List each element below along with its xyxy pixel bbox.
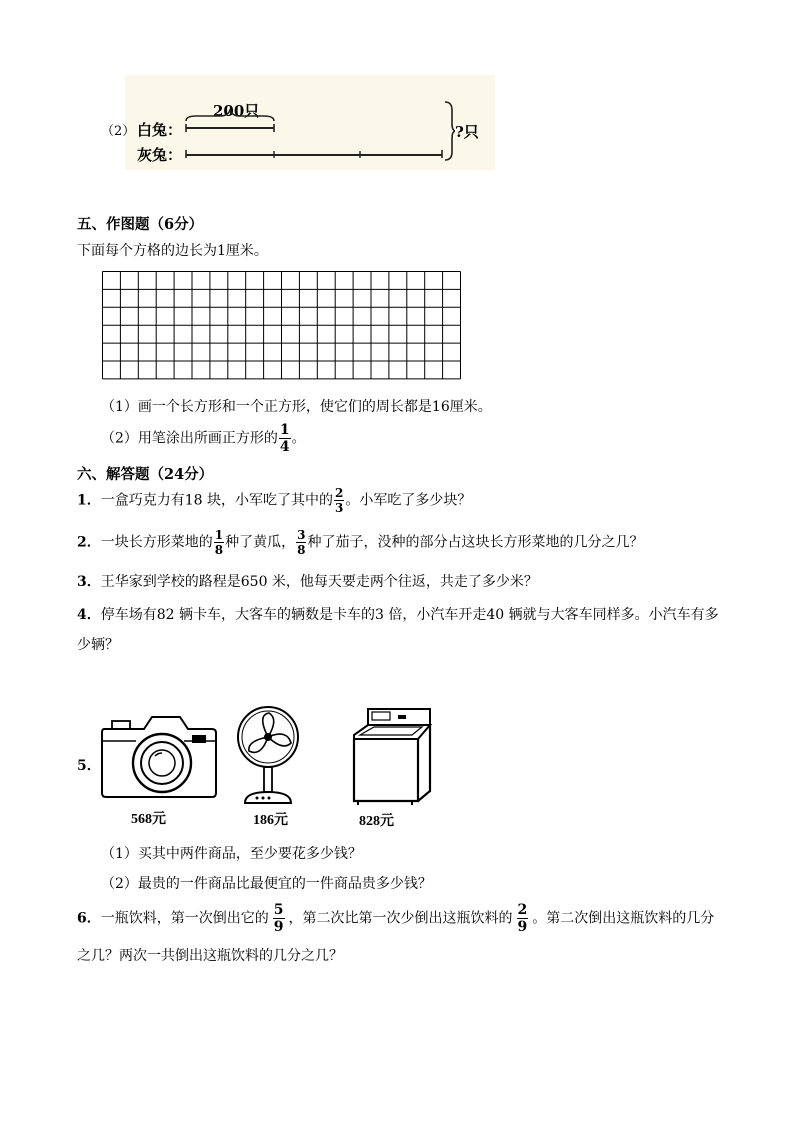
denominator: 9 xyxy=(517,919,528,935)
numerator: 3 xyxy=(297,528,306,542)
problem-5-q1: （1）买其中两件商品，至少要花多少钱？ xyxy=(101,846,362,862)
problem-1 xyxy=(77,487,471,514)
problem-4-line2: 少辆？ xyxy=(77,637,119,653)
denominator: 8 xyxy=(297,543,306,557)
diagram-row2-label: 灰兔： xyxy=(137,146,183,164)
denominator: 4 xyxy=(279,439,290,455)
fraction xyxy=(334,487,344,514)
section6-title: 六、解答题（24分） xyxy=(77,466,214,483)
numerator: 2 xyxy=(517,902,528,918)
denominator: 3 xyxy=(335,501,344,515)
section5-intro: 下面每个方格的边长为1厘米。 xyxy=(77,243,268,259)
diagram-lines xyxy=(180,100,455,165)
problem-5-q2: （2）最贵的一件商品比最便宜的一件商品贵多少钱？ xyxy=(101,876,432,892)
problem-2-text-a: 一块长方形菜地的 xyxy=(100,534,213,551)
fan-icon xyxy=(235,705,301,807)
diagram-part-label: （2） xyxy=(101,124,136,139)
numerator: 2 xyxy=(335,486,344,500)
diagram-row1-label: 白兔： xyxy=(137,121,183,139)
problem-number: 1． xyxy=(77,492,101,509)
fraction xyxy=(279,423,291,454)
problem-6-text-a: 一瓶饮料，第一次倒出它的 xyxy=(100,910,269,927)
section5-title: 五、作图题（6分） xyxy=(77,216,204,233)
denominator: 9 xyxy=(273,919,284,935)
problem-2-text-b: 种了黄瓜， xyxy=(225,534,296,551)
numerator: 1 xyxy=(214,528,224,542)
diagram-amount: 200只 xyxy=(213,102,260,120)
problem-3 xyxy=(77,571,538,591)
problem-2-text-c: 种了茄子，没种的部分占这块长方形菜地的几分之几？ xyxy=(307,534,644,551)
fraction xyxy=(214,529,224,556)
problem-6-line1 xyxy=(77,903,714,934)
problem-number: 6． xyxy=(77,910,101,927)
problem-number: 3． xyxy=(77,574,101,590)
fraction xyxy=(273,903,285,934)
numerator: 1 xyxy=(279,422,290,438)
problem-6-line2: 之几？两次一共倒出这瓶饮料的几分之几？ xyxy=(77,948,343,964)
problem-4-line1 xyxy=(77,604,719,624)
diagram-total: ?只 xyxy=(455,123,479,141)
denominator: 8 xyxy=(214,543,224,557)
problem-1-text: 一盒巧克力有18 块，小军吃了其中的 xyxy=(100,492,334,509)
price-washing-machine: 828元 xyxy=(359,814,394,829)
washing-machine-icon xyxy=(348,707,434,807)
section5-q1: （1）画一个长方形和一个正方形，使它们的周长都是16厘米。 xyxy=(101,399,492,415)
section5-q2-prefix: （2）用笔涂出所画正方形的 xyxy=(101,430,278,447)
fraction xyxy=(296,529,306,556)
section5-q2-suffix: 。 xyxy=(291,430,306,447)
problem-4-text: 停车场有82 辆卡车，大客车的辆数是卡车的3 倍，小汽车开走40 辆就与大客车同样多。小汽车有多 xyxy=(100,607,719,623)
camera-icon xyxy=(100,711,218,799)
problem-6-text-b: ，第二次比第一次少倒出这瓶饮料的 xyxy=(288,910,513,927)
problem-number: 4． xyxy=(77,607,101,623)
square-grid[interactable] xyxy=(102,271,462,380)
numerator: 5 xyxy=(273,902,284,918)
problem-3-text: 王华家到学校的路程是650 米，他每天要走两个往返，共走了多少米？ xyxy=(100,574,538,590)
problem-1-suffix: 。小军吃了多少块？ xyxy=(345,492,472,509)
problem-6-text-c: 。第二次倒出这瓶饮料的几分 xyxy=(532,910,715,927)
section5-q2 xyxy=(101,423,306,454)
problem-2 xyxy=(77,529,643,556)
price-fan: 186元 xyxy=(253,813,288,828)
problem-5-number: 5． xyxy=(77,758,101,774)
fraction xyxy=(517,903,529,934)
price-camera: 568元 xyxy=(131,812,166,827)
problem-number: 2． xyxy=(77,534,101,551)
